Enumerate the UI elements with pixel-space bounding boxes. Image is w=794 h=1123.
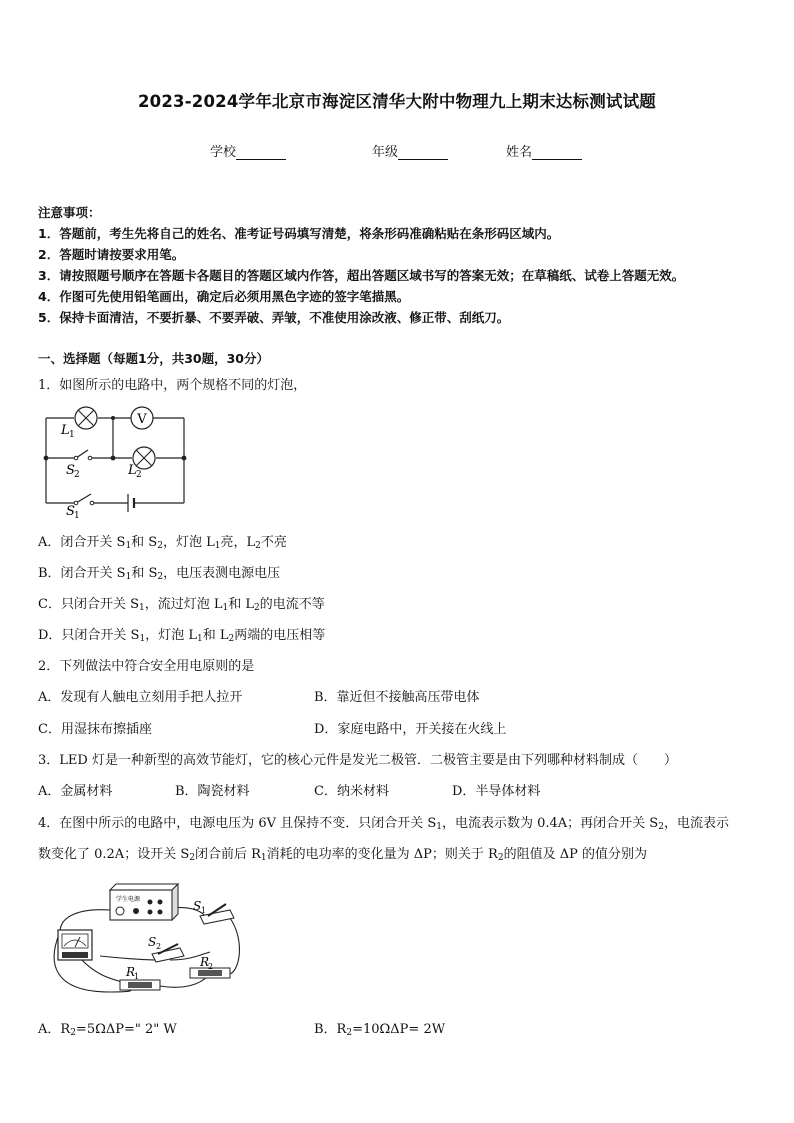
power-supply bbox=[110, 884, 178, 920]
q3-option-d[interactable]: D．半导体材料 bbox=[452, 784, 541, 799]
q4-stem-line2: 数变化了 0.2A；设开关 $S_2$闭合前后 $R_1$消耗的电功率的变化量为 ΔP；则关于 $R_2$的阻值及 ΔP 的值分别为 bbox=[38, 847, 647, 863]
voltmeter-symbol bbox=[131, 407, 153, 429]
label-l1-sub: 1 bbox=[69, 430, 75, 440]
q3-option-a[interactable]: A．金属材料 bbox=[38, 784, 113, 799]
name-field[interactable] bbox=[506, 141, 582, 160]
label-l1: L bbox=[61, 423, 70, 438]
grade-label: 年级 bbox=[372, 145, 399, 160]
name-blank[interactable] bbox=[532, 145, 582, 160]
ammeter bbox=[58, 930, 92, 960]
label-r2: R bbox=[200, 955, 210, 969]
label-s1: S bbox=[193, 899, 202, 913]
voltmeter-label: V bbox=[137, 412, 147, 427]
label-l2: L bbox=[128, 463, 137, 478]
q1-option-b[interactable]: B．闭合开关 $S_1$和 $S_2$，电压表测电源电压 bbox=[38, 566, 281, 582]
label-r2-sub: 2 bbox=[208, 962, 214, 971]
q2-option-b[interactable]: B．靠近但不接触高压带电体 bbox=[314, 690, 480, 705]
section-heading: 一、选择题（每题1分，共30题，30分） bbox=[38, 351, 269, 366]
resistor-r1 bbox=[120, 980, 160, 990]
notice-heading: 注意事项： bbox=[38, 205, 101, 220]
label-s1: S bbox=[66, 504, 75, 519]
q4-stem-line1: 4．在图中所示的电路中，电源电压为 6V 且保持不变．只闭合开关 $S_1$，电流表示数为 0.4A；再闭合开关 $S_2$，电流表示 bbox=[38, 816, 729, 832]
q4-option-b[interactable]: B．$R_2=10\Omega\Delta P= 2W$ bbox=[314, 1022, 446, 1038]
q4-option-a[interactable]: A．$R_2=5\Omega\Delta P=$" 2" W bbox=[38, 1022, 177, 1038]
q1-option-a[interactable]: A．闭合开关 $S_1$和 $S_2$，灯泡 $L_1$亮，$L_2$不亮 bbox=[38, 535, 287, 551]
q3-option-c[interactable]: C．纳米材料 bbox=[314, 784, 389, 799]
school-field[interactable] bbox=[210, 141, 286, 160]
page-title: 2023-2024学年北京市海淀区清华大附中物理九上期末达标测试试题 bbox=[138, 92, 656, 111]
notice-item: 3．请按照题号顺序在答题卡各题目的答题区域内作答，超出答题区域书写的答案无效；在草稿纸、试卷上答题无效。 bbox=[38, 268, 685, 283]
q3-stem: 3．LED 灯是一种新型的高效节能灯，它的核心元件是发光二极管．二极管主要是由下列哪种材料制成（ ） bbox=[38, 753, 677, 768]
q2-option-c[interactable]: C．用湿抹布擦插座 bbox=[38, 722, 152, 737]
q3-option-b[interactable]: B．陶瓷材料 bbox=[175, 784, 250, 799]
label-s2: S bbox=[148, 935, 157, 949]
name-label: 姓名 bbox=[506, 145, 533, 160]
q1-option-d[interactable]: D．只闭合开关 $S_1$，灯泡 $L_1$和 $L_2$两端的电压相等 bbox=[38, 628, 326, 644]
grade-field[interactable] bbox=[372, 141, 448, 160]
grade-blank[interactable] bbox=[398, 145, 448, 160]
school-blank[interactable] bbox=[236, 145, 286, 160]
label-r1: R bbox=[126, 965, 136, 979]
q1-circuit-figure bbox=[36, 402, 191, 520]
label-s2-sub: 2 bbox=[74, 470, 80, 480]
label-s2: S bbox=[66, 463, 75, 478]
q1-stem: 1．如图所示的电路中，两个规格不同的灯泡， bbox=[38, 378, 307, 393]
label-s2-sub: 2 bbox=[156, 942, 162, 951]
label-s1-sub: 1 bbox=[201, 906, 207, 915]
notice-item: 1．答题前，考生先将自己的姓名、准考证号码填写清楚，将条形码准确粘贴在条形码区域内。 bbox=[38, 226, 560, 241]
notice-item: 2．答题时请按要求用笔。 bbox=[38, 247, 185, 262]
label-l2-sub: 2 bbox=[136, 470, 142, 480]
q2-stem: 2．下列做法中符合安全用电原则的是 bbox=[38, 659, 255, 674]
school-label: 学校 bbox=[210, 145, 237, 160]
q2-option-a[interactable]: A．发现有人触电立刻用手把人拉开 bbox=[38, 690, 243, 705]
label-s1-sub: 1 bbox=[74, 511, 80, 520]
notice-item: 5．保持卡面清洁，不要折暴、不要弄破、弄皱，不准使用涂改液、修正带、刮纸刀。 bbox=[38, 310, 510, 325]
q1-option-c[interactable]: C．只闭合开关 $S_1$，流过灯泡 $L_1$和 $L_2$的电流不等 bbox=[38, 597, 325, 613]
power-supply-label: 学生电源 bbox=[116, 896, 141, 903]
notice-item: 4．作图可先使用铅笔画出，确定后必须用黑色字迹的签字笔描黑。 bbox=[38, 289, 410, 304]
lamp-l1-symbol bbox=[75, 407, 97, 429]
q4-apparatus-figure bbox=[40, 880, 245, 1000]
q2-option-d[interactable]: D．家庭电路中，开关接在火线上 bbox=[314, 722, 507, 737]
label-r1-sub: 1 bbox=[134, 972, 140, 981]
